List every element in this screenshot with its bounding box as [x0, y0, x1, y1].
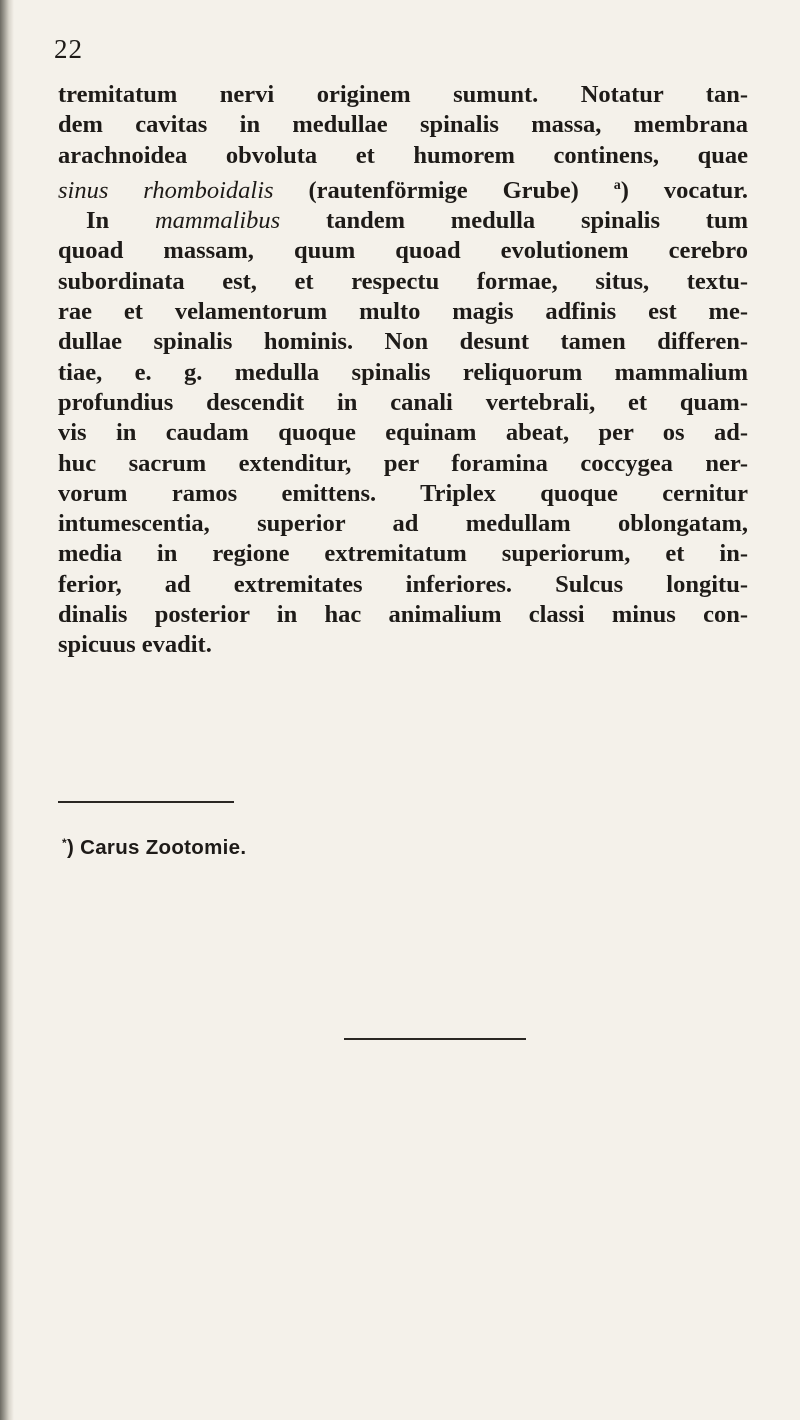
- text-line: media in regione extremitatum superiorum, et in-: [58, 540, 748, 568]
- text-line: tiae, e. g. medulla spinalis reliquorum mammalium: [58, 358, 748, 386]
- bottom-divider: [344, 1038, 526, 1040]
- text-line: dinalis posterior in hac animalium classi minus con-: [58, 601, 748, 629]
- text-line: intumescentia, superior ad medullam oblongatam,: [58, 510, 748, 538]
- text-line: subordinata est, et respectu formae, situs, textu-: [58, 267, 748, 295]
- text-line: [58, 171, 748, 206]
- text-line: [58, 206, 748, 236]
- footnote-marker: a: [613, 177, 621, 193]
- text-line: dullae spinalis hominis. Non desunt tamen differen-: [58, 328, 748, 356]
- text-line: spicuus evadit.: [58, 631, 212, 659]
- main-paragraph: [58, 80, 748, 661]
- line-text: In: [86, 207, 155, 235]
- book-spine-edge: [0, 0, 14, 1420]
- italic-term: sinus rhomboidalis: [58, 176, 274, 204]
- line-text: ) vocatur.: [620, 176, 748, 204]
- text-line: profundius descendit in canali vertebrali, et quam-: [58, 388, 748, 416]
- text-line: vorum ramos emittens. Triplex quoque cernitur: [58, 479, 748, 507]
- text-line: quoad massam, quum quoad evolutionem cerebro: [58, 237, 748, 265]
- italic-term: mammalibus: [154, 207, 281, 235]
- footnote-text: ) Carus Zootomie.: [66, 836, 247, 859]
- footnote: [62, 836, 246, 860]
- line-text: (rautenförmige Grube): [273, 176, 614, 204]
- text-line: tremitatum nervi originem sumunt. Notatur tan-: [58, 81, 748, 108]
- text-line: huc sacrum extenditur, per foramina coccygea ner-: [58, 449, 748, 477]
- page-number: 22: [54, 34, 83, 64]
- footnote-marker: *: [62, 836, 67, 850]
- footnote-divider: [58, 801, 234, 803]
- text-line: dem cavitas in medullae spinalis massa, membrana: [58, 111, 748, 139]
- text-line: ferior, ad extremitates inferiores. Sulcus longitu-: [58, 570, 748, 598]
- text-line: vis in caudam quoque equinam abeat, per os ad-: [58, 419, 748, 447]
- line-text: tandem medulla spinalis tum: [280, 207, 748, 235]
- text-line: arachnoidea obvoluta et humorem continens, quae: [58, 141, 748, 169]
- text-line: rae et velamentorum multo magis adfinis est me-: [58, 298, 748, 326]
